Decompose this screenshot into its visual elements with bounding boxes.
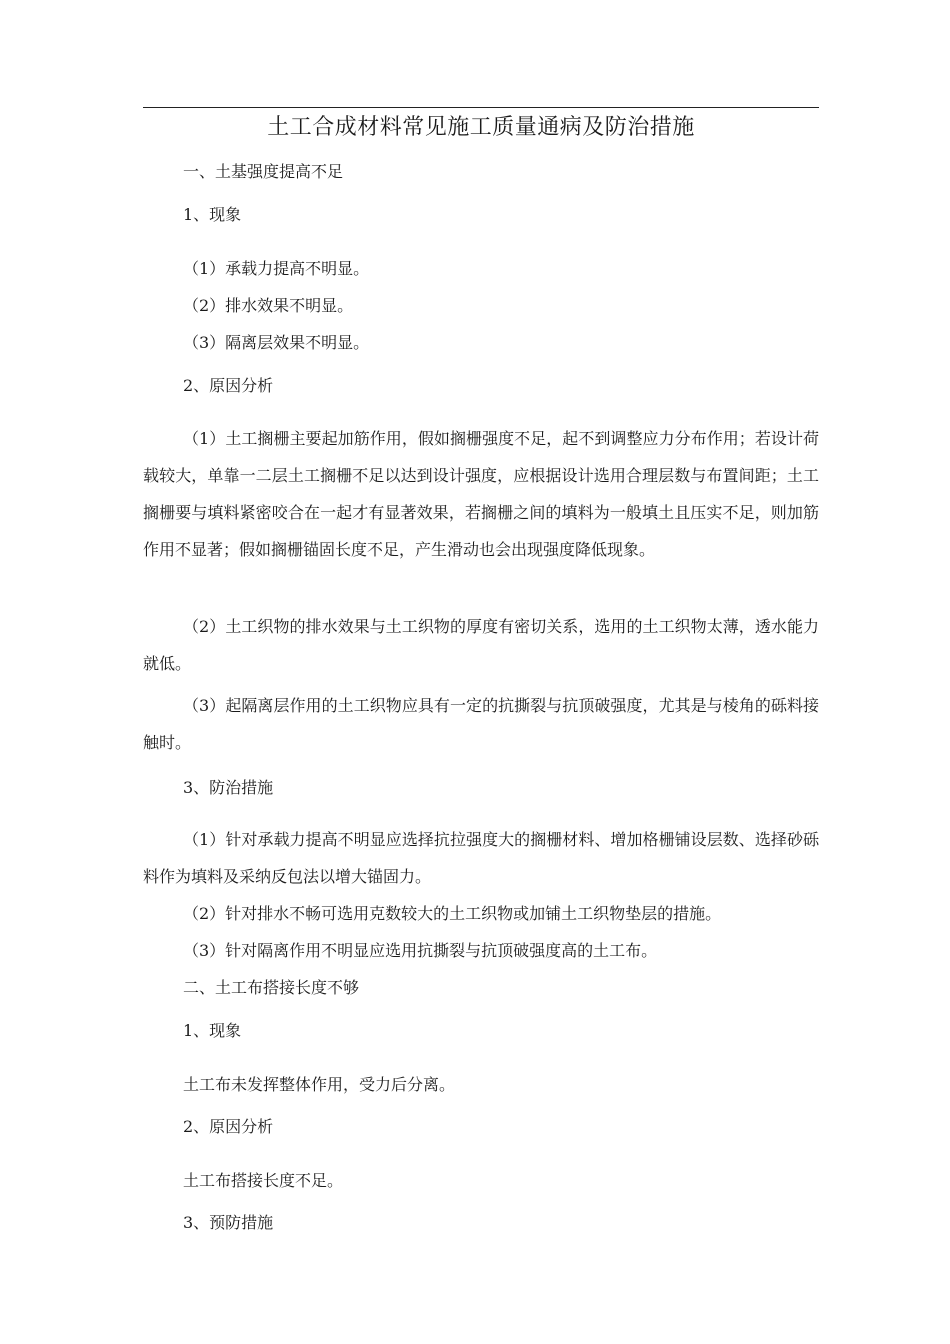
subheading-phenomenon-1: 1、现象 xyxy=(183,205,242,224)
measure-item-2: （2）针对排水不畅可选用克数较大的土工织物或加铺土工织物垫层的措施。 xyxy=(183,904,722,923)
cause-paragraph-2: （2）土工织物的排水效果与土工织物的厚度有密切关系，选用的土工织物太薄，透水能力就低。 xyxy=(143,617,819,673)
cause-paragraph-3: （3）起隔离层作用的土工织物应具有一定的抗撕裂与抗顶破强度，尤其是与棱角的砾料接触时。 xyxy=(143,696,819,752)
header-rule xyxy=(143,107,819,108)
measure-paragraph-1: （1）针对承载力提高不明显应选择抗拉强度大的搁栅材料、增加格栅铺设层数、选择砂砾料作为填料及采纳反包法以增大锚固力。 xyxy=(143,830,819,886)
subheading-cause-1: 2、原因分析 xyxy=(183,376,274,395)
section-heading-1: 一、土基强度提高不足 xyxy=(183,162,344,181)
cause-text-2: 土工布搭接长度不足。 xyxy=(183,1171,344,1190)
list-item: （2）排水效果不明显。 xyxy=(183,296,354,315)
page-title: 土工合成材料常见施工质量通病及防治措施 xyxy=(267,115,695,140)
subheading-measures-1: 3、防治措施 xyxy=(183,778,274,797)
subheading-measures-2: 3、预防措施 xyxy=(183,1213,274,1232)
subheading-phenomenon-2: 1、现象 xyxy=(183,1021,242,1040)
section-heading-2: 二、土工布搭接长度不够 xyxy=(183,978,360,997)
phenomenon-text-2: 土工布未发挥整体作用，受力后分离。 xyxy=(183,1075,456,1094)
subheading-cause-2: 2、原因分析 xyxy=(183,1117,274,1136)
measure-item-3: （3）针对隔离作用不明显应选用抗撕裂与抗顶破强度高的土工布。 xyxy=(183,941,658,960)
list-item: （1）承载力提高不明显。 xyxy=(183,259,370,278)
cause-paragraph-1: （1）土工搁栅主要起加筋作用，假如搁栅强度不足，起不到调整应力分布作用；若设计荷载较大，单靠一二层土工搁栅不足以达到设计强度，应根据设计选用合理层数与布置间距；土工搁栅要与填料紧密咬合在一起才有显著效果，若搁栅之间的填料为一般填土且压实不足，则加筋作用不显著；假如搁栅锚固长度不足，产生滑动也会出现强度降低现象。 xyxy=(143,429,819,559)
list-item: （3）隔离层效果不明显。 xyxy=(183,333,370,352)
